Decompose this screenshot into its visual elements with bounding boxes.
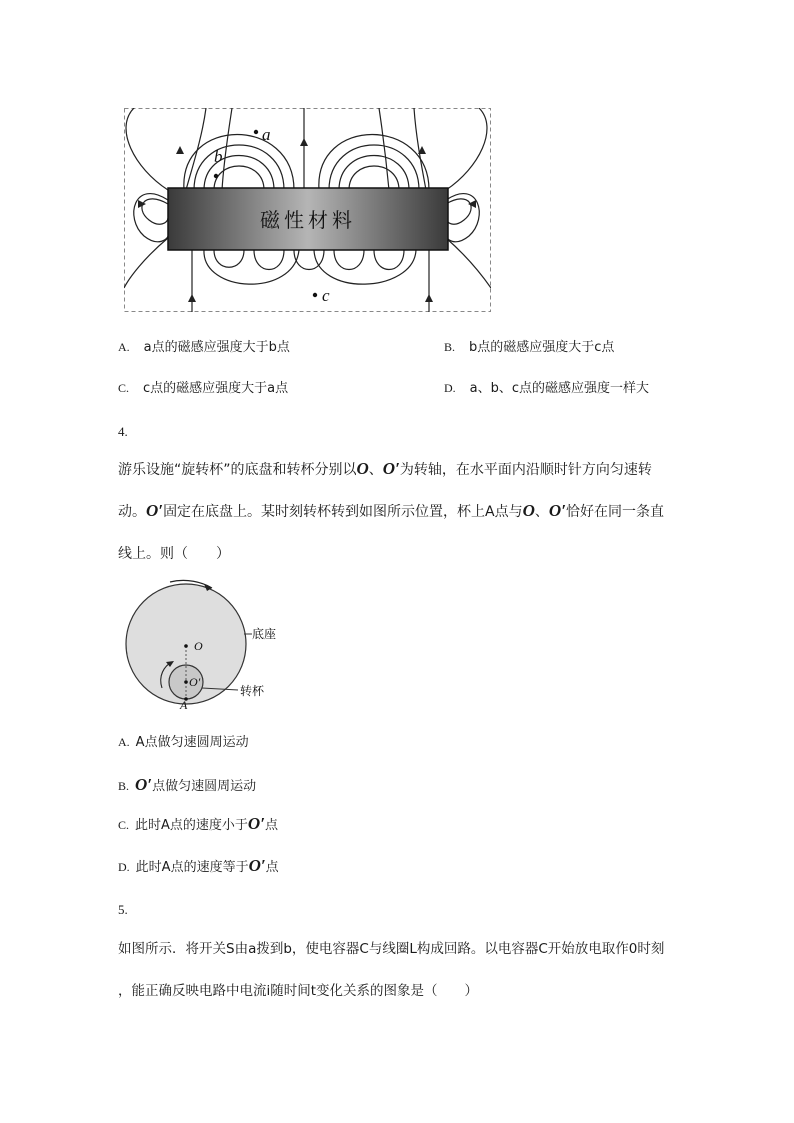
point-c-label: c bbox=[322, 286, 330, 305]
q4-line-3: 线上。则（ ） bbox=[118, 546, 230, 562]
q4-option-c: C. 此时A点的速度小于O′点 bbox=[118, 814, 278, 833]
label-base: 底座 bbox=[252, 627, 277, 641]
q5-number: 5. bbox=[118, 902, 128, 917]
point-c-dot bbox=[313, 293, 317, 297]
label-A: A bbox=[180, 698, 188, 712]
label-O: O bbox=[194, 639, 203, 653]
q3-option-d: D. a、b、c点的磁感应强度一样大 bbox=[444, 381, 650, 396]
point-a-label: a bbox=[262, 125, 271, 144]
point-b-dot bbox=[214, 174, 218, 178]
label-Oprime: O′ bbox=[189, 675, 201, 689]
q3-option-c: C. c点的磁感应强度大于a点 bbox=[118, 381, 289, 396]
magnetic-field-figure bbox=[124, 108, 491, 312]
q4-line-1: 游乐设施“旋转杯”的底盘和转杯分别以O、O′为转轴，在水平面内沿顺时针方向匀速转 bbox=[118, 459, 652, 478]
q4-option-b: B. O′点做匀速圆周运动 bbox=[118, 775, 257, 794]
q4-number: 4. bbox=[118, 424, 128, 439]
q3-option-a: A. a点的磁感应强度大于b点 bbox=[118, 340, 290, 355]
q5-line-1: 如图所示．将开关S由a拨到b，使电容器C与线圈L构成回路。以电容器C开始放电取作0时刻 bbox=[118, 941, 665, 957]
rotating-cup-figure bbox=[118, 576, 298, 716]
point-b-label: b bbox=[214, 147, 223, 166]
q5-line-2: ，能正确反映电路中电流i随时间t变化关系的图象是（ ） bbox=[118, 983, 479, 999]
q4-option-d: D. 此时A点的速度等于O′点 bbox=[118, 856, 279, 875]
q3-option-b: B. b点的磁感应强度大于c点 bbox=[444, 340, 615, 355]
point-O-dot bbox=[184, 644, 188, 648]
label-cup: 转杯 bbox=[240, 684, 265, 698]
q4-option-a: A. A点做匀速圆周运动 bbox=[118, 735, 249, 750]
point-Oprime-dot bbox=[184, 680, 188, 684]
point-a-dot bbox=[254, 130, 258, 134]
material-label: 磁性材料 bbox=[260, 208, 356, 232]
q4-line-2: 动。O′固定在底盘上。某时刻转杯转到如图所示位置，杯上A点与O、O′恰好在同一条直 bbox=[118, 501, 664, 520]
